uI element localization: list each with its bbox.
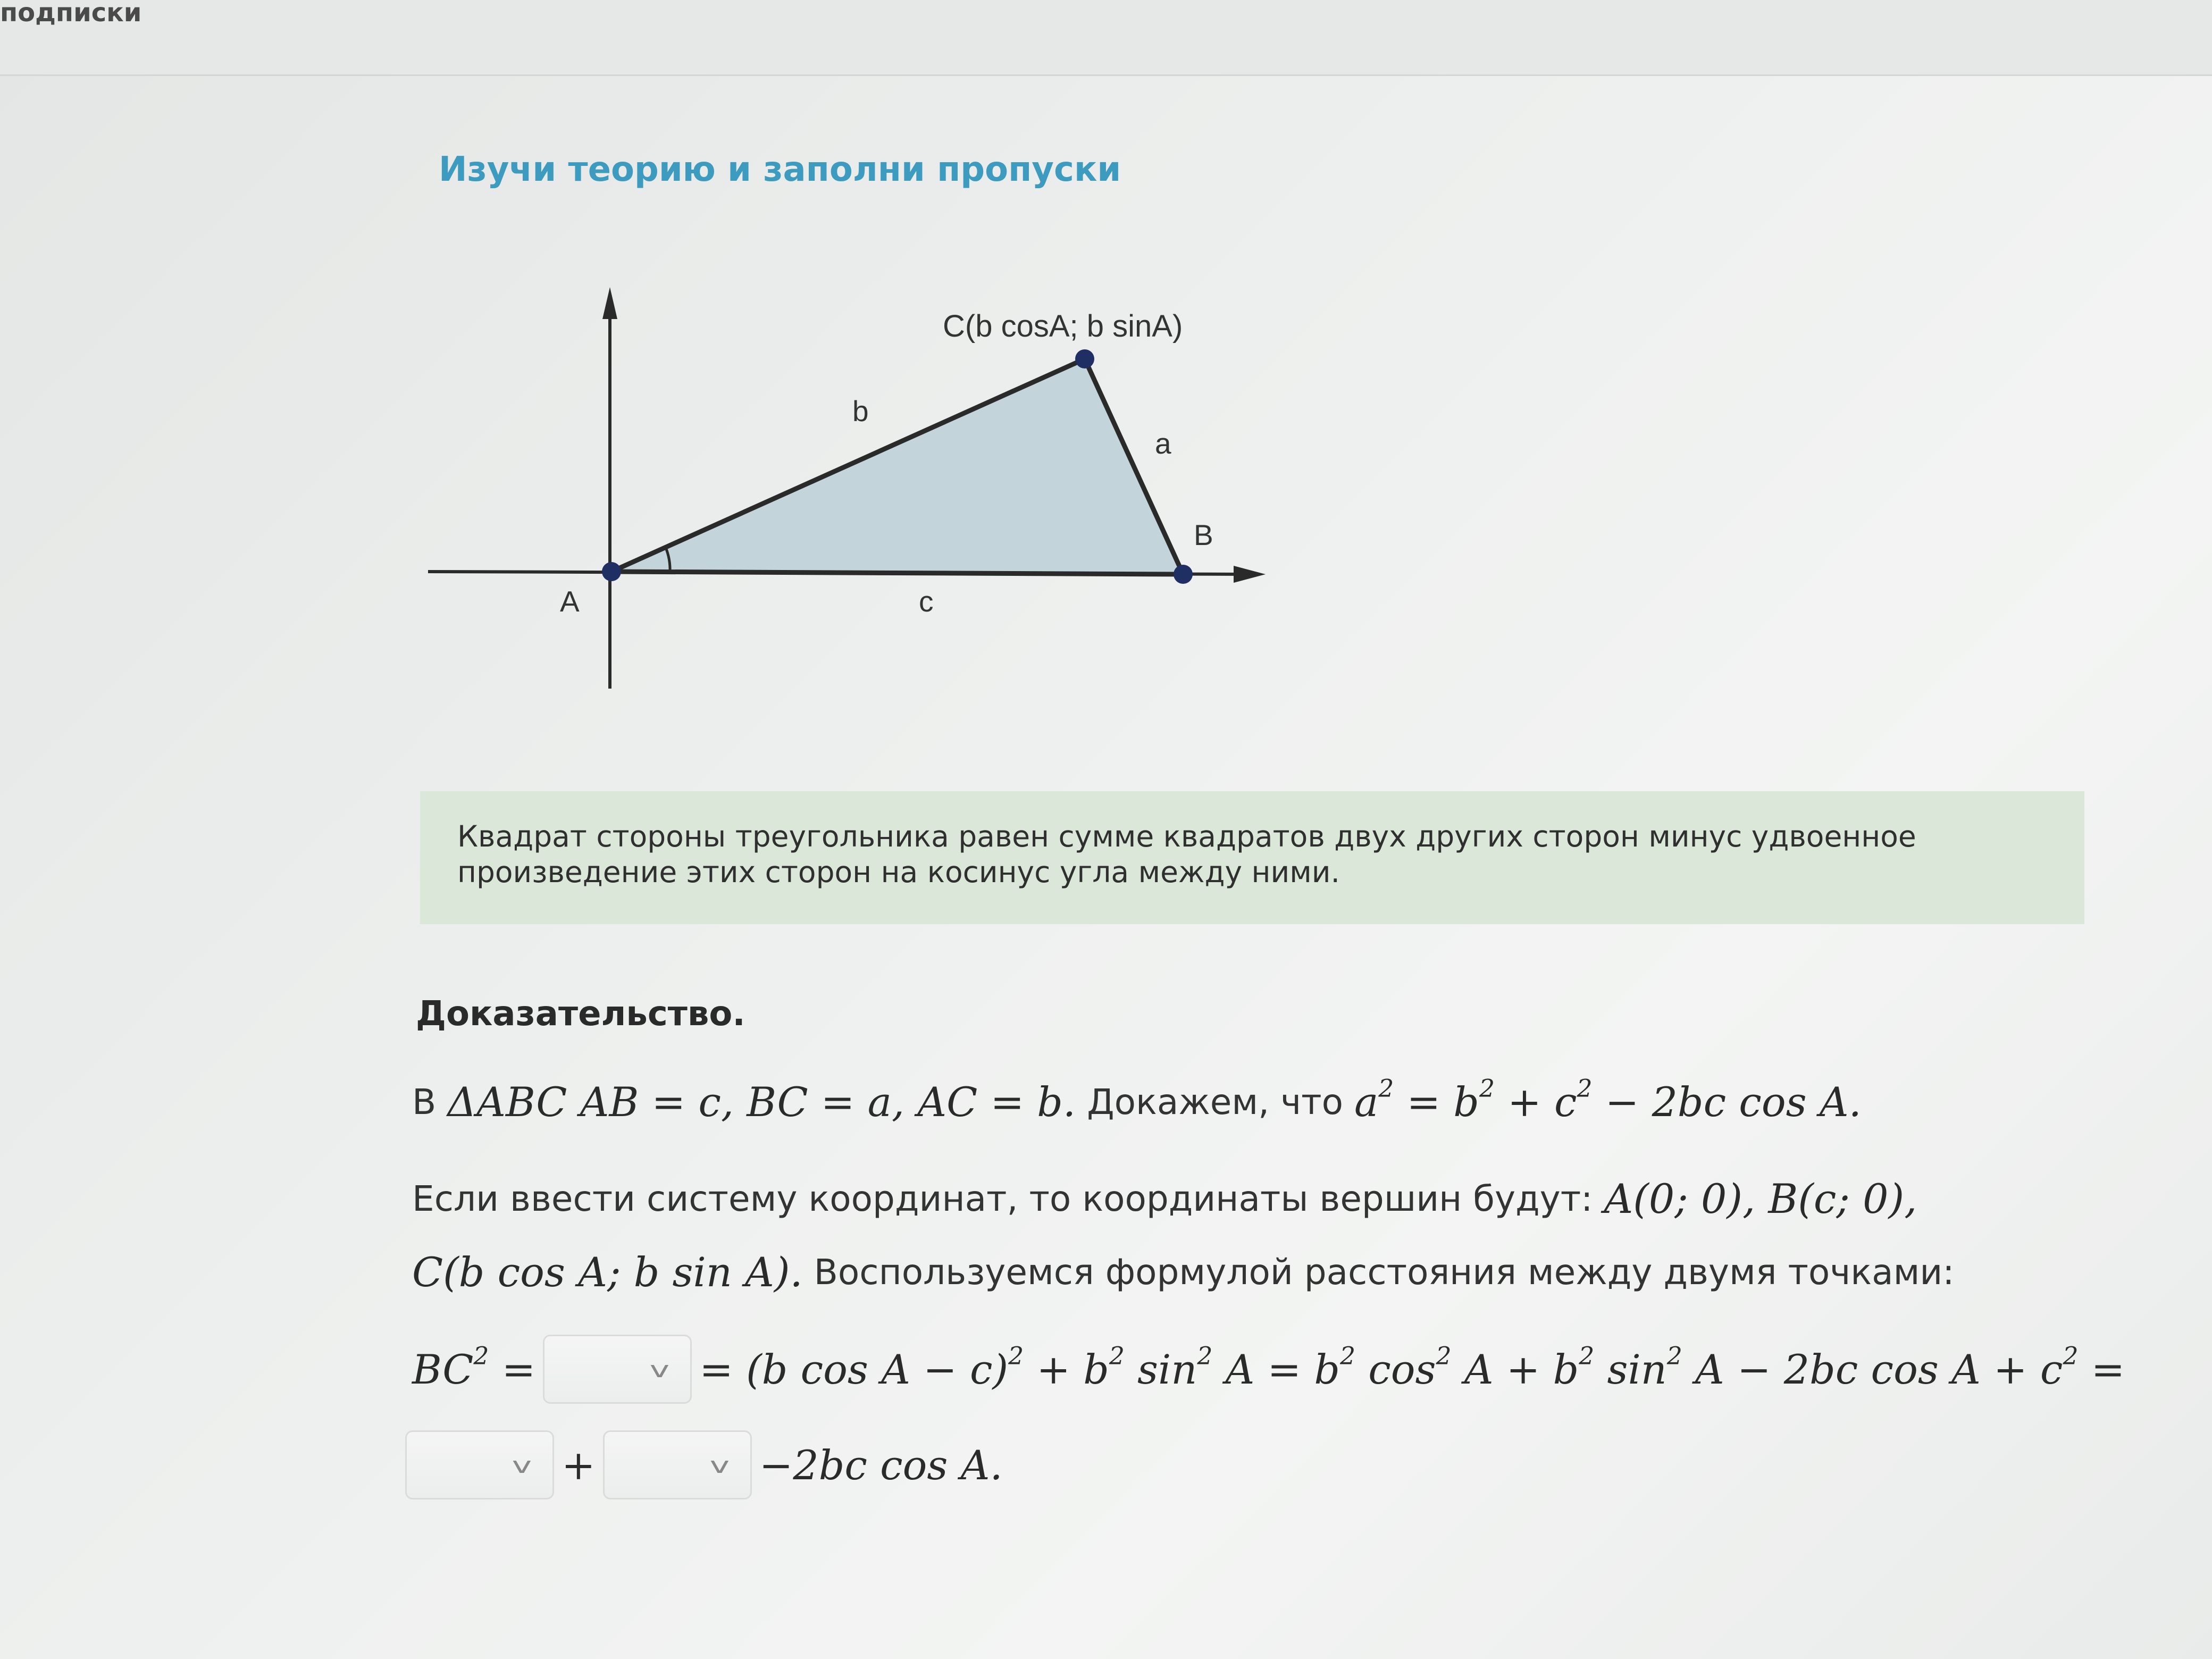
subscriptions-link[interactable]: подписки [0,0,142,28]
first-term-dropdown[interactable] [405,1430,554,1499]
point-b [1174,565,1193,584]
point-c [1075,349,1094,368]
theorem-text: Квадрат стороны треугольника равен сумме квадратов двух других сторон минус удвоенное произведение этих сторон на косинус угла между ними. [457,819,1916,889]
line5-end: −2bc cos A. [759,1441,1003,1489]
line1-text: Докажем, что [1087,1082,1343,1122]
chevron-down-icon: v [709,1452,730,1478]
line2-math: A(0; 0), B(c; 0), [1604,1175,1917,1222]
triangle-fill [611,359,1183,574]
line2-text: Если ввести систему координат, то координаты вершин будут: [412,1178,1593,1219]
proof-line-1 [412,1074,1862,1126]
label-side-c: c [919,585,934,618]
proof-line-4 [412,1335,2125,1404]
line1-formula: $a^2 = b^2 + c^2 - 2bc$ cos A. [1354,1074,1862,1126]
label-point-b: B [1194,518,1213,551]
proof-line-3 [412,1249,1955,1296]
proof-line-5 [405,1430,1003,1499]
bc-squared-dropdown[interactable] [543,1335,692,1404]
top-bar [0,0,2212,76]
proof-heading: Доказательство. [416,994,745,1034]
line4-expansion: = (b $\cos A - c)^2 + b^2$ $\sin^2 A = b^2$ $\cos^2 A + b^2$ $\sin^2 A - 2bc$ $\cos A + c^2$ = [699,1342,2125,1393]
line1-math: ΔABC AB = c, BC = a, AC = b. [447,1078,1076,1126]
label-point-c: C(b cosA; b sinA) [943,309,1183,343]
label-side-a: a [1155,427,1171,460]
x-axis-arrow [1234,566,1266,583]
theorem-box [420,791,2084,924]
page-title: Изучи теорию и заполни пропуски [439,150,1121,189]
triangle-diagram [420,282,1281,691]
point-a [602,562,621,581]
second-term-dropdown[interactable] [603,1430,752,1499]
line1-prefix: В [412,1082,437,1122]
line3-math: C(b cos A; b sin A). [412,1249,803,1296]
chevron-down-icon: v [512,1452,532,1478]
line3-text: Воспользуемся формулой расстояния между двумя точками: [814,1252,1955,1293]
chevron-down-icon: v [650,1356,670,1382]
label-point-a: A [560,585,580,618]
label-side-b: b [852,395,869,428]
line4-lhs: $BC^2$ = [412,1342,536,1393]
proof-line-2 [412,1175,1917,1222]
plus-sign: + [562,1441,596,1489]
y-axis-arrow [602,287,617,319]
